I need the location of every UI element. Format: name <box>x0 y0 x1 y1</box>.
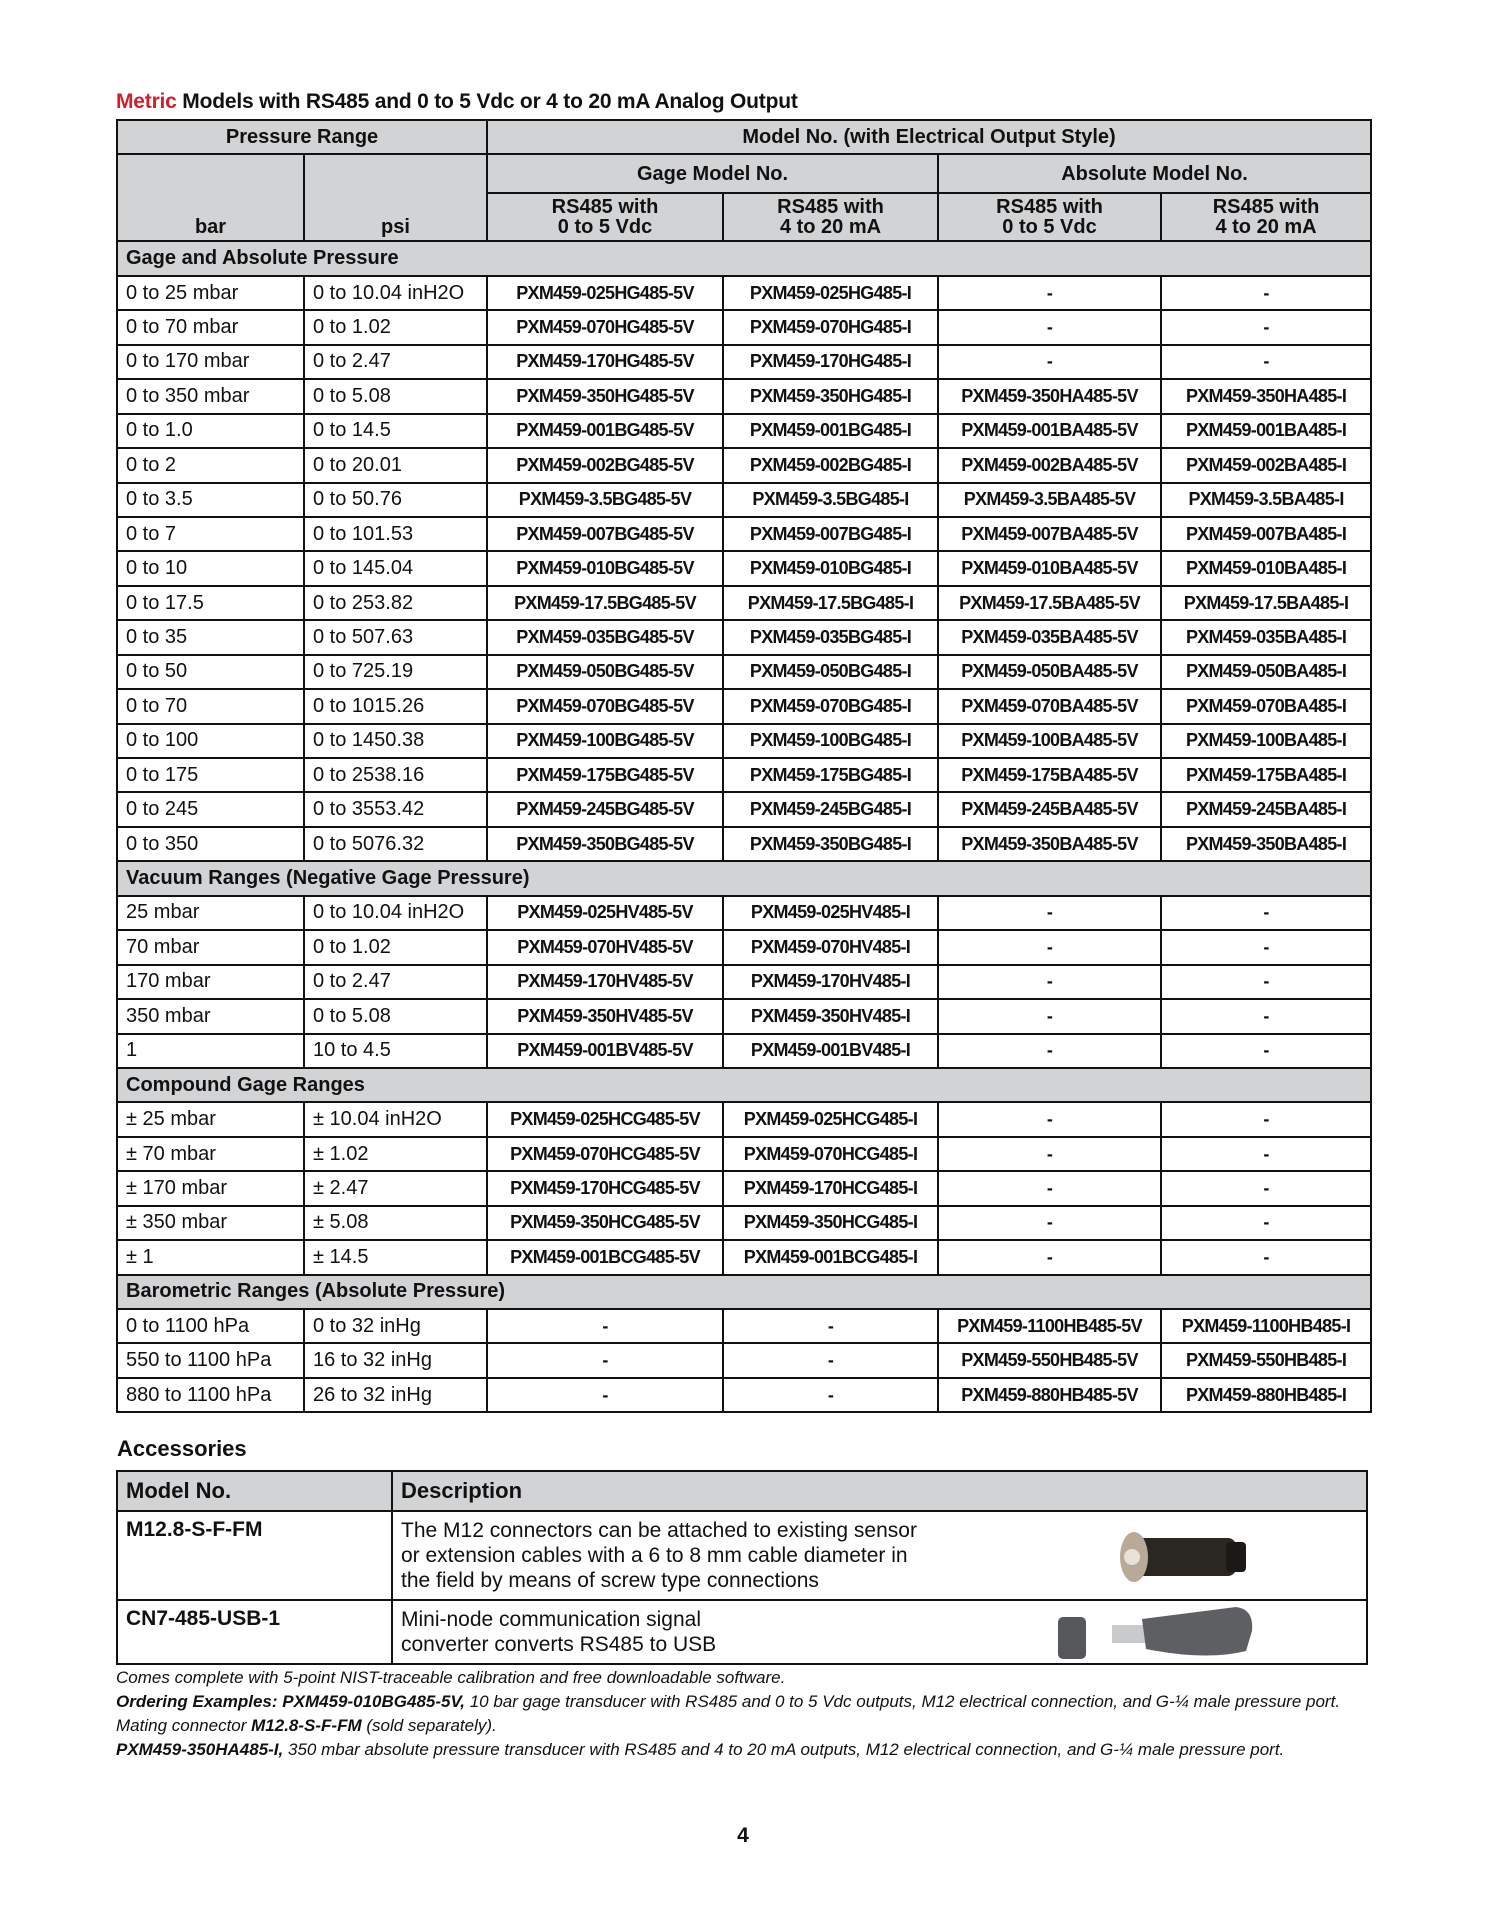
abs-vdc-model: - <box>938 345 1161 379</box>
psi-cell: 16 to 32 inHg <box>304 1343 487 1377</box>
gage-vdc-model: PXM459-007BG485-5V <box>487 517 723 551</box>
abs-ma-model: PXM459-001BA485-I <box>1161 414 1371 448</box>
abs-vdc-model: PXM459-1100HB485-5V <box>938 1309 1161 1343</box>
psi-cell: 10 to 4.5 <box>304 1034 487 1068</box>
psi-cell: 0 to 5076.32 <box>304 827 487 861</box>
psi-cell: 0 to 20.01 <box>304 448 487 482</box>
gage-ma-model: PXM459-001BV485-I <box>723 1034 938 1068</box>
gage-vdc-model: PXM459-350HG485-5V <box>487 379 723 413</box>
abs-vdc-model: PXM459-001BA485-5V <box>938 414 1161 448</box>
section-title: Gage and Absolute Pressure <box>117 241 1371 275</box>
psi-cell: 0 to 1.02 <box>304 310 487 344</box>
table-row <box>117 310 1371 344</box>
bar-cell: 0 to 350 <box>117 827 304 861</box>
psi-cell: 0 to 1015.26 <box>304 689 487 723</box>
bar-cell: 0 to 1100 hPa <box>117 1309 304 1343</box>
section-row <box>117 241 1371 275</box>
abs-vdc-model: - <box>938 276 1161 310</box>
table-row <box>117 551 1371 585</box>
psi-cell: 0 to 101.53 <box>304 517 487 551</box>
gage-ma-model: PXM459-025HG485-I <box>723 276 938 310</box>
abs-ma-model: PXM459-1100HB485-I <box>1161 1309 1371 1343</box>
abs-ma-model: PXM459-245BA485-I <box>1161 792 1371 826</box>
table-row <box>117 792 1371 826</box>
psi-cell: 0 to 5.08 <box>304 999 487 1033</box>
desc-line: Mini-node communication signal <box>401 1608 701 1631</box>
bar-cell: ± 70 mbar <box>117 1137 304 1171</box>
gage-ma-model: PXM459-350HV485-I <box>723 999 938 1033</box>
gage-ma-model: PXM459-350BG485-I <box>723 827 938 861</box>
header-abs-vdc: RS485 with 0 to 5 Vdc <box>938 193 1161 241</box>
gage-vdc-model: PXM459-350BG485-5V <box>487 827 723 861</box>
abs-vdc-model: - <box>938 1206 1161 1240</box>
bar-cell: 70 mbar <box>117 930 304 964</box>
gage-vdc-model: PXM459-170HG485-5V <box>487 345 723 379</box>
psi-cell: 0 to 5.08 <box>304 379 487 413</box>
gage-ma-model: PXM459-050BG485-I <box>723 655 938 689</box>
abs-vdc-model: - <box>938 1034 1161 1068</box>
abs-ma-model: - <box>1161 1171 1371 1205</box>
gage-ma-model: PXM459-170HG485-I <box>723 345 938 379</box>
table-row <box>117 965 1371 999</box>
abs-vdc-model: PXM459-010BA485-5V <box>938 551 1161 585</box>
psi-cell: ± 5.08 <box>304 1206 487 1240</box>
psi-cell: 0 to 725.19 <box>304 655 487 689</box>
accessories-title: Accessories <box>117 1436 247 1461</box>
note: Ordering Examples: PXM459-010BG485-5V, 10 bar gage transducer with RS485 and 0 to 5 Vdc outputs, M12 electrical connection, and G-¼ male pressure port. <box>116 1692 1341 1711</box>
gage-ma-model: PXM459-001BCG485-I <box>723 1240 938 1274</box>
bar-cell: 550 to 1100 hPa <box>117 1343 304 1377</box>
gage-vdc-model: PXM459-010BG485-5V <box>487 551 723 585</box>
header-gage-ma: RS485 with 4 to 20 mA <box>723 193 938 241</box>
gage-ma-model: PXM459-170HV485-I <box>723 965 938 999</box>
table-row <box>117 483 1371 517</box>
bar-cell: 170 mbar <box>117 965 304 999</box>
bar-cell: 880 to 1100 hPa <box>117 1378 304 1412</box>
bar-cell: 0 to 10 <box>117 551 304 585</box>
psi-cell: 0 to 507.63 <box>304 620 487 654</box>
gage-vdc-model: PXM459-050BG485-5V <box>487 655 723 689</box>
gage-ma-model: PXM459-17.5BG485-I <box>723 586 938 620</box>
table-row <box>117 1137 1371 1171</box>
gage-vdc-model: PXM459-070HV485-5V <box>487 930 723 964</box>
gage-ma-model: PXM459-025HCG485-I <box>723 1102 938 1136</box>
abs-vdc-model: - <box>938 930 1161 964</box>
gage-vdc-model: PXM459-170HV485-5V <box>487 965 723 999</box>
section-title: Barometric Ranges (Absolute Pressure) <box>117 1275 1371 1309</box>
gage-ma-model: PXM459-3.5BG485-I <box>723 483 938 517</box>
abs-ma-model: - <box>1161 1034 1371 1068</box>
psi-cell: 0 to 10.04 inH2O <box>304 276 487 310</box>
table-row <box>117 1102 1371 1136</box>
bar-cell: 0 to 245 <box>117 792 304 826</box>
psi-cell: 0 to 2.47 <box>304 345 487 379</box>
table-row <box>117 1171 1371 1205</box>
gage-ma-model: PXM459-025HV485-I <box>723 896 938 930</box>
header-gage-vdc: RS485 with 0 to 5 Vdc <box>487 193 723 241</box>
bar-cell: 0 to 1.0 <box>117 414 304 448</box>
bar-cell: 350 mbar <box>117 999 304 1033</box>
page-number: 4 <box>737 1824 749 1847</box>
table-row <box>117 1378 1371 1412</box>
abs-vdc-model: - <box>938 999 1161 1033</box>
gage-vdc-model: PXM459-175BG485-5V <box>487 758 723 792</box>
bar-cell: 0 to 25 mbar <box>117 276 304 310</box>
section-row <box>117 1275 1371 1309</box>
abs-ma-model: - <box>1161 1102 1371 1136</box>
gage-ma-model: PXM459-350HCG485-I <box>723 1206 938 1240</box>
gage-vdc-model: PXM459-070HCG485-5V <box>487 1137 723 1171</box>
header-abs-ma: RS485 with 4 to 20 mA <box>1161 193 1371 241</box>
section-row <box>117 1068 1371 1102</box>
title-rest: Models with RS485 and 0 to 5 Vdc or 4 to 20 mA Analog Output <box>176 90 798 113</box>
abs-ma-model: - <box>1161 930 1371 964</box>
gage-ma-model: - <box>723 1309 938 1343</box>
gage-vdc-model: PXM459-025HG485-5V <box>487 276 723 310</box>
gage-ma-model: PXM459-070BG485-I <box>723 689 938 723</box>
acc-desc <box>392 1511 1367 1600</box>
bar-cell: 0 to 2 <box>117 448 304 482</box>
abs-vdc-model: PXM459-17.5BA485-5V <box>938 586 1161 620</box>
table-row <box>117 999 1371 1033</box>
notes <box>116 1668 1356 1764</box>
gage-vdc-model: - <box>487 1378 723 1412</box>
gage-ma-model: PXM459-245BG485-I <box>723 792 938 826</box>
psi-cell: 0 to 14.5 <box>304 414 487 448</box>
abs-vdc-model: - <box>938 1240 1161 1274</box>
psi-cell: ± 10.04 inH2O <box>304 1102 487 1136</box>
table-row <box>117 1240 1371 1274</box>
gage-vdc-model: PXM459-001BV485-5V <box>487 1034 723 1068</box>
header-bar: bar <box>117 154 304 241</box>
bar-cell: ± 170 mbar <box>117 1171 304 1205</box>
gage-ma-model: PXM459-070HCG485-I <box>723 1137 938 1171</box>
abs-vdc-model: PXM459-350BA485-5V <box>938 827 1161 861</box>
abs-vdc-model: PXM459-035BA485-5V <box>938 620 1161 654</box>
gage-vdc-model: PXM459-17.5BG485-5V <box>487 586 723 620</box>
gage-vdc-model: PXM459-070HG485-5V <box>487 310 723 344</box>
abs-vdc-model: PXM459-3.5BA485-5V <box>938 483 1161 517</box>
abs-ma-model: - <box>1161 1240 1371 1274</box>
abs-vdc-model: - <box>938 1102 1161 1136</box>
abs-vdc-model: - <box>938 965 1161 999</box>
abs-vdc-model: PXM459-350HA485-5V <box>938 379 1161 413</box>
note: Comes complete with 5-point NIST-traceable calibration and free downloadable software. <box>116 1668 786 1687</box>
bar-cell: ± 350 mbar <box>117 1206 304 1240</box>
bar-cell: 0 to 50 <box>117 655 304 689</box>
abs-vdc-model: PXM459-070BA485-5V <box>938 689 1161 723</box>
table-row <box>117 724 1371 758</box>
acc-header-model: Model No. <box>117 1471 392 1511</box>
abs-vdc-model: - <box>938 310 1161 344</box>
desc-line: or extension cables with a 6 to 8 mm cable diameter in <box>401 1544 908 1567</box>
psi-cell: 0 to 50.76 <box>304 483 487 517</box>
bar-cell: 0 to 17.5 <box>117 586 304 620</box>
header-gage: Gage Model No. <box>487 154 938 193</box>
table-row <box>117 620 1371 654</box>
gage-vdc-model: PXM459-350HCG485-5V <box>487 1206 723 1240</box>
gage-ma-model: PXM459-010BG485-I <box>723 551 938 585</box>
psi-cell: 0 to 10.04 inH2O <box>304 896 487 930</box>
bar-cell: 1 <box>117 1034 304 1068</box>
gage-vdc-model: PXM459-070BG485-5V <box>487 689 723 723</box>
desc-line: The M12 connectors can be attached to existing sensor <box>401 1519 917 1542</box>
abs-ma-model: PXM459-010BA485-I <box>1161 551 1371 585</box>
abs-ma-model: - <box>1161 965 1371 999</box>
table-row <box>117 448 1371 482</box>
table-row <box>117 1206 1371 1240</box>
gage-vdc-model: PXM459-3.5BG485-5V <box>487 483 723 517</box>
bar-cell: ± 25 mbar <box>117 1102 304 1136</box>
usb-converter-image <box>1056 1605 1256 1661</box>
gage-ma-model: PXM459-070HG485-I <box>723 310 938 344</box>
abs-ma-model: PXM459-050BA485-I <box>1161 655 1371 689</box>
gage-vdc-model: PXM459-035BG485-5V <box>487 620 723 654</box>
abs-ma-model: PXM459-3.5BA485-I <box>1161 483 1371 517</box>
abs-ma-model: PXM459-17.5BA485-I <box>1161 586 1371 620</box>
gage-ma-model: - <box>723 1378 938 1412</box>
note: Mating connector M12.8-S-F-FM (sold separately). <box>116 1716 497 1735</box>
acc-model: CN7-485-USB-1 <box>117 1600 392 1664</box>
psi-cell: 26 to 32 inHg <box>304 1378 487 1412</box>
gage-ma-model: PXM459-100BG485-I <box>723 724 938 758</box>
gage-vdc-model: PXM459-001BG485-5V <box>487 414 723 448</box>
psi-cell: ± 14.5 <box>304 1240 487 1274</box>
gage-vdc-model: PXM459-001BCG485-5V <box>487 1240 723 1274</box>
abs-vdc-model: PXM459-550HB485-5V <box>938 1343 1161 1377</box>
abs-ma-model: PXM459-175BA485-I <box>1161 758 1371 792</box>
abs-ma-model: - <box>1161 310 1371 344</box>
gage-ma-model: PXM459-007BG485-I <box>723 517 938 551</box>
bar-cell: ± 1 <box>117 1240 304 1274</box>
section-row <box>117 861 1371 895</box>
table-row <box>117 1034 1371 1068</box>
gage-vdc-model: PXM459-025HV485-5V <box>487 896 723 930</box>
abs-vdc-model: PXM459-100BA485-5V <box>938 724 1161 758</box>
accessories-table <box>116 1470 1368 1665</box>
page-title <box>116 90 798 114</box>
bar-cell: 0 to 175 <box>117 758 304 792</box>
psi-cell: 0 to 3553.42 <box>304 792 487 826</box>
psi-cell: 0 to 253.82 <box>304 586 487 620</box>
bar-cell: 0 to 7 <box>117 517 304 551</box>
header-absolute: Absolute Model No. <box>938 154 1371 193</box>
abs-ma-model: PXM459-070BA485-I <box>1161 689 1371 723</box>
abs-ma-model: PXM459-350HA485-I <box>1161 379 1371 413</box>
abs-ma-model: PXM459-350BA485-I <box>1161 827 1371 861</box>
gage-ma-model: PXM459-070HV485-I <box>723 930 938 964</box>
acc-model: M12.8-S-F-FM <box>117 1511 392 1600</box>
abs-ma-model: PXM459-880HB485-I <box>1161 1378 1371 1412</box>
gage-ma-model: PXM459-175BG485-I <box>723 758 938 792</box>
gage-ma-model: PXM459-035BG485-I <box>723 620 938 654</box>
abs-ma-model: - <box>1161 896 1371 930</box>
bar-cell: 0 to 100 <box>117 724 304 758</box>
gage-ma-model: PXM459-002BG485-I <box>723 448 938 482</box>
abs-vdc-model: - <box>938 896 1161 930</box>
table-row <box>117 1309 1371 1343</box>
table-row <box>117 930 1371 964</box>
psi-cell: 0 to 2.47 <box>304 965 487 999</box>
abs-vdc-model: - <box>938 1137 1161 1171</box>
gage-ma-model: PXM459-001BG485-I <box>723 414 938 448</box>
abs-vdc-model: PXM459-002BA485-5V <box>938 448 1161 482</box>
psi-cell: 0 to 145.04 <box>304 551 487 585</box>
abs-vdc-model: PXM459-007BA485-5V <box>938 517 1161 551</box>
abs-ma-model: PXM459-100BA485-I <box>1161 724 1371 758</box>
abs-ma-model: - <box>1161 345 1371 379</box>
abs-vdc-model: PXM459-880HB485-5V <box>938 1378 1161 1412</box>
table-row <box>117 655 1371 689</box>
psi-cell: ± 2.47 <box>304 1171 487 1205</box>
gage-vdc-model: PXM459-170HCG485-5V <box>487 1171 723 1205</box>
title-highlight: Metric <box>116 90 177 113</box>
psi-cell: 0 to 1.02 <box>304 930 487 964</box>
bar-cell: 0 to 3.5 <box>117 483 304 517</box>
section-title: Vacuum Ranges (Negative Gage Pressure) <box>117 861 1371 895</box>
gage-ma-model: - <box>723 1343 938 1377</box>
abs-vdc-model: - <box>938 1171 1161 1205</box>
abs-ma-model: - <box>1161 1137 1371 1171</box>
abs-vdc-model: PXM459-050BA485-5V <box>938 655 1161 689</box>
models-table <box>116 119 1372 1413</box>
psi-cell: 0 to 2538.16 <box>304 758 487 792</box>
table-row <box>117 827 1371 861</box>
abs-ma-model: - <box>1161 276 1371 310</box>
table-row <box>117 1343 1371 1377</box>
header-psi: psi <box>304 154 487 241</box>
section-title: Compound Gage Ranges <box>117 1068 1371 1102</box>
abs-ma-model: - <box>1161 999 1371 1033</box>
abs-vdc-model: PXM459-175BA485-5V <box>938 758 1161 792</box>
abs-vdc-model: PXM459-245BA485-5V <box>938 792 1161 826</box>
acc-desc <box>392 1600 1367 1664</box>
abs-ma-model: PXM459-550HB485-I <box>1161 1343 1371 1377</box>
table-row <box>117 379 1371 413</box>
gage-vdc-model: PXM459-002BG485-5V <box>487 448 723 482</box>
psi-cell: ± 1.02 <box>304 1137 487 1171</box>
bar-cell: 0 to 35 <box>117 620 304 654</box>
desc-line: converter converts RS485 to USB <box>401 1633 717 1656</box>
acc-header-desc: Description <box>392 1471 1367 1511</box>
table-row <box>117 586 1371 620</box>
bar-cell: 0 to 70 mbar <box>117 310 304 344</box>
table-row <box>117 758 1371 792</box>
bar-cell: 0 to 350 mbar <box>117 379 304 413</box>
table-row <box>117 345 1371 379</box>
psi-cell: 0 to 32 inHg <box>304 1309 487 1343</box>
gage-vdc-model: - <box>487 1309 723 1343</box>
table-row <box>117 896 1371 930</box>
psi-cell: 0 to 1450.38 <box>304 724 487 758</box>
m12-connector-image <box>1106 1528 1256 1584</box>
gage-vdc-model: PXM459-025HCG485-5V <box>487 1102 723 1136</box>
gage-vdc-model: PXM459-100BG485-5V <box>487 724 723 758</box>
note: PXM459-350HA485-I, 350 mbar absolute pressure transducer with RS485 and 4 to 20 mA outputs, M12 electrical connection, and G-¼ male pressure port. <box>116 1740 1285 1759</box>
abs-ma-model: PXM459-007BA485-I <box>1161 517 1371 551</box>
abs-ma-model: PXM459-035BA485-I <box>1161 620 1371 654</box>
bar-cell: 0 to 170 mbar <box>117 345 304 379</box>
table-row <box>117 517 1371 551</box>
bar-cell: 0 to 70 <box>117 689 304 723</box>
desc-line: the field by means of screw type connections <box>401 1569 819 1592</box>
header-model-no: Model No. (with Electrical Output Style) <box>487 120 1371 154</box>
gage-ma-model: PXM459-350HG485-I <box>723 379 938 413</box>
abs-ma-model: - <box>1161 1206 1371 1240</box>
abs-ma-model: PXM459-002BA485-I <box>1161 448 1371 482</box>
gage-vdc-model: PXM459-245BG485-5V <box>487 792 723 826</box>
gage-ma-model: PXM459-170HCG485-I <box>723 1171 938 1205</box>
table-row <box>117 689 1371 723</box>
header-pressure-range: Pressure Range <box>117 120 487 154</box>
table-row <box>117 414 1371 448</box>
bar-cell: 25 mbar <box>117 896 304 930</box>
table-row <box>117 276 1371 310</box>
gage-vdc-model: - <box>487 1343 723 1377</box>
gage-vdc-model: PXM459-350HV485-5V <box>487 999 723 1033</box>
